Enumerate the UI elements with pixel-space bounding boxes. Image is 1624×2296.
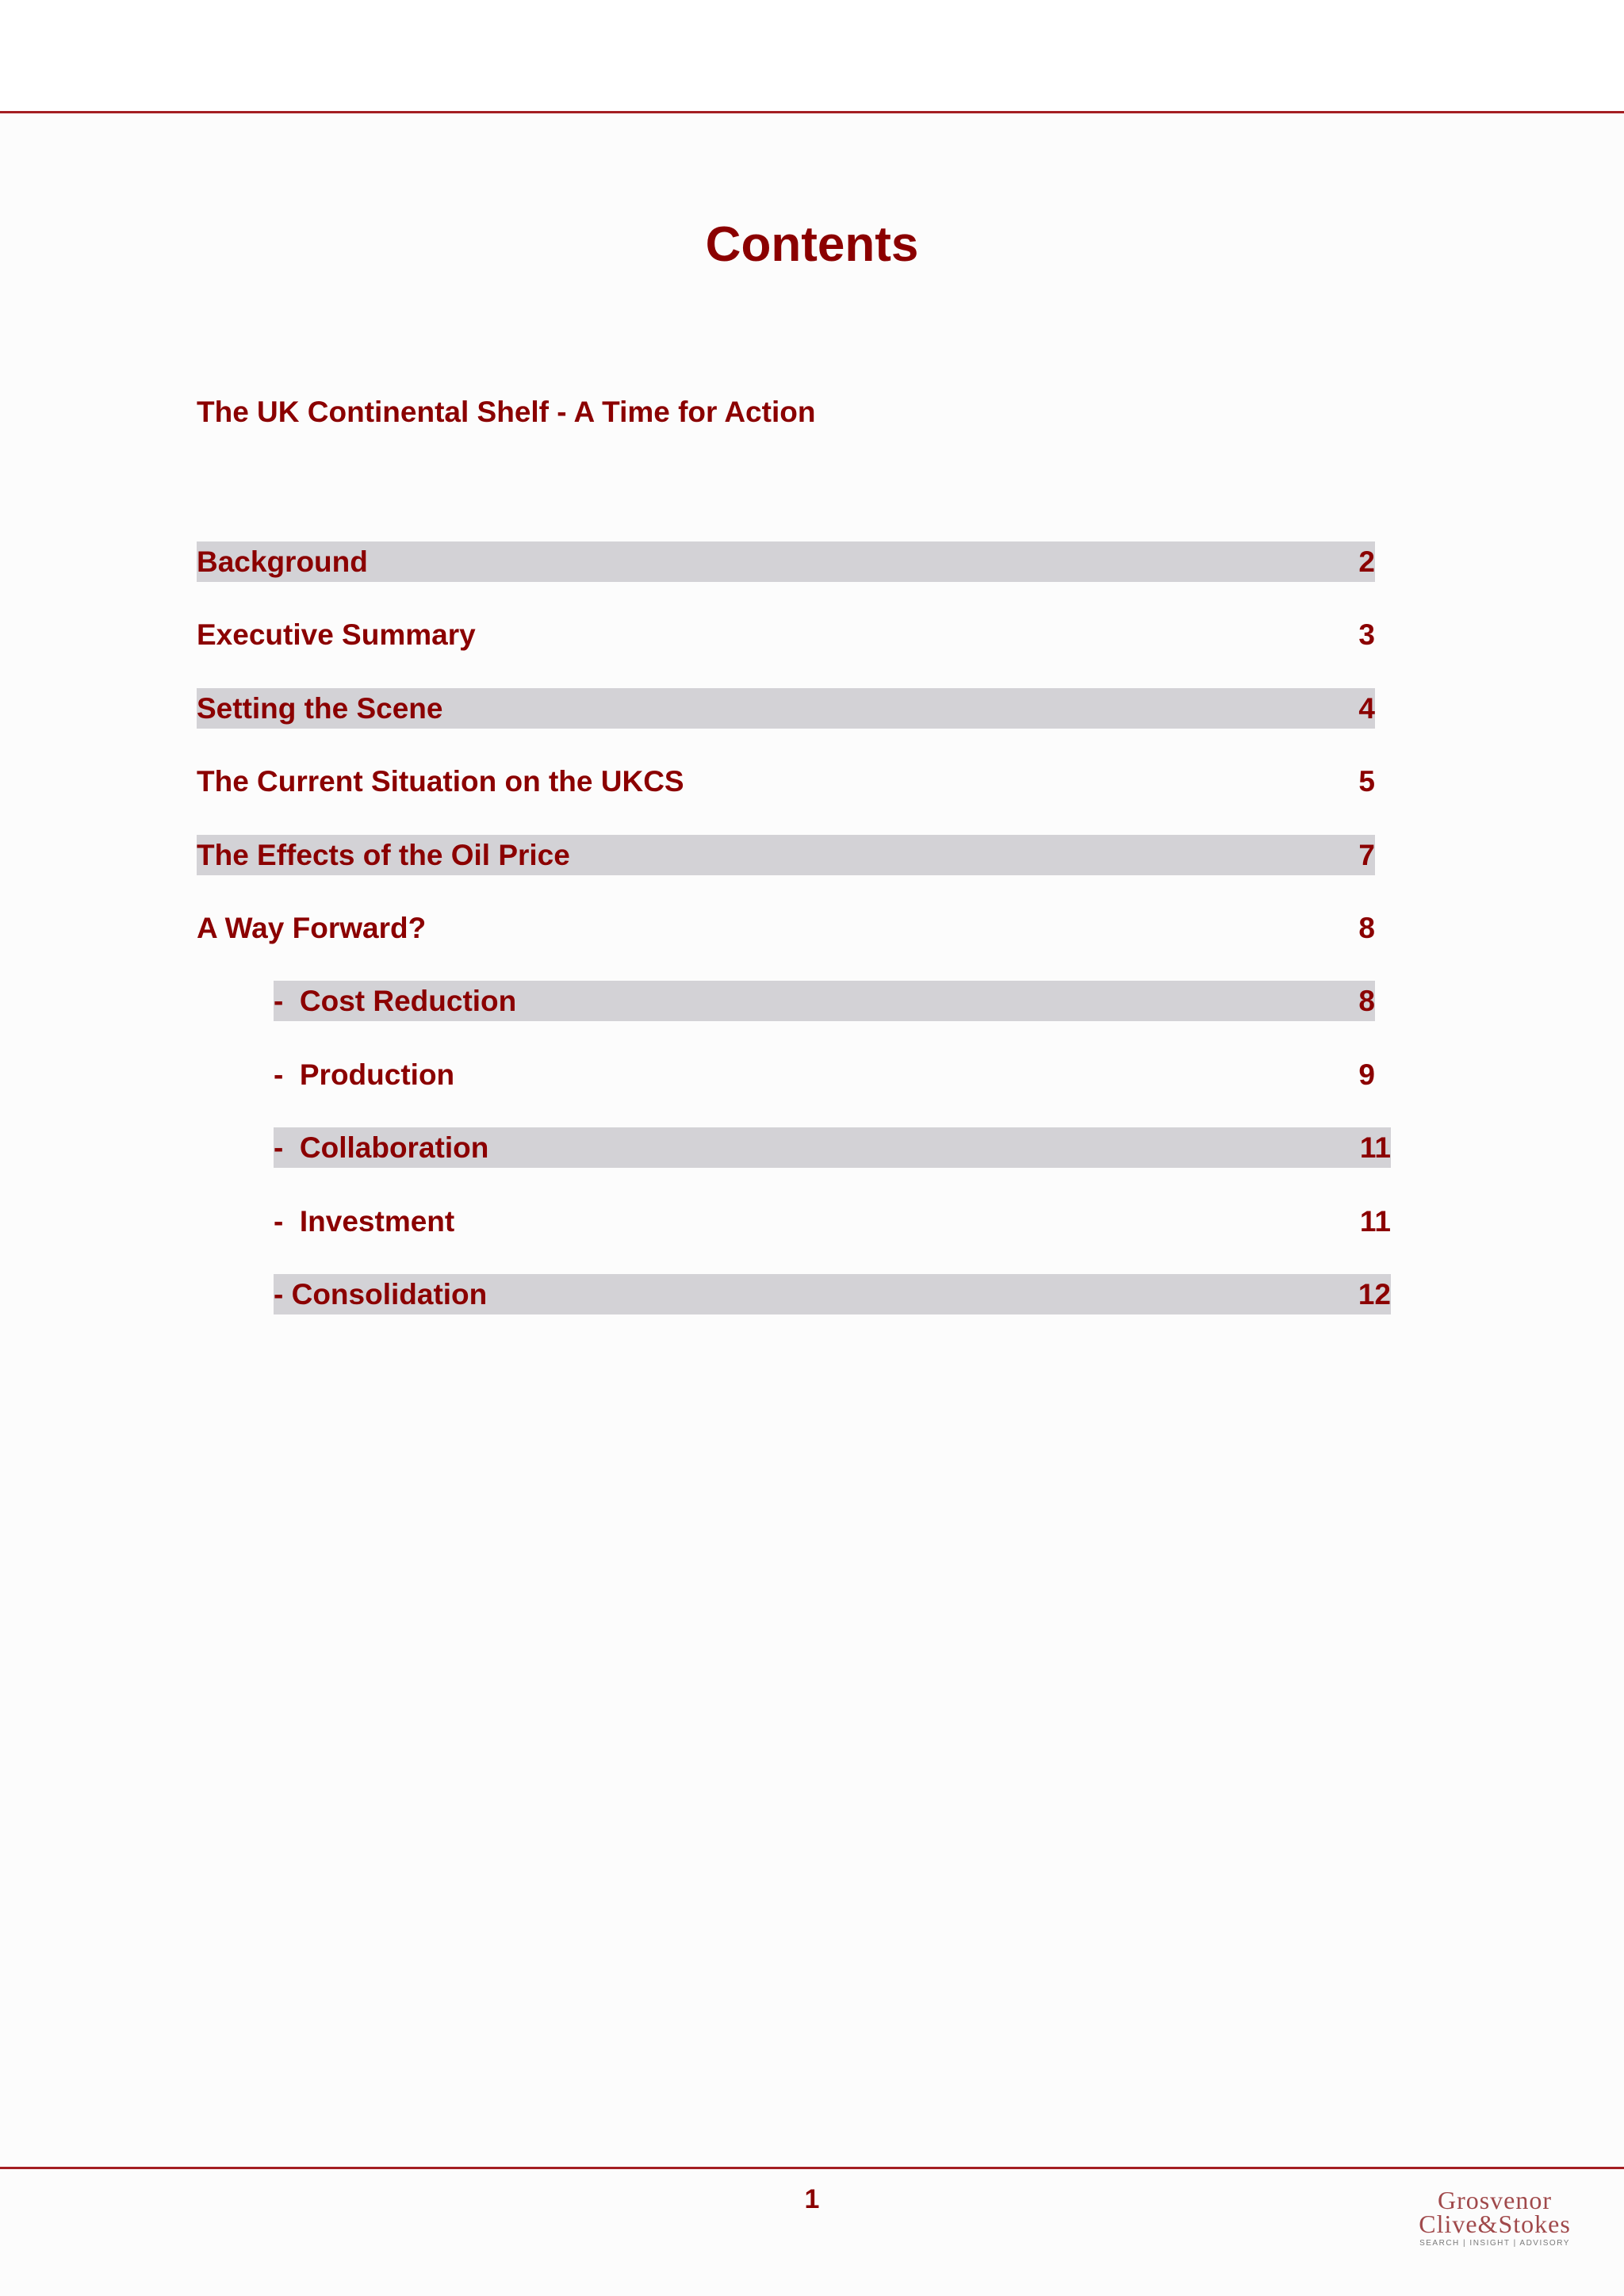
toc-entry-page: 2 bbox=[1358, 545, 1375, 578]
toc-entry-cost-reduction[interactable] bbox=[274, 981, 1375, 1021]
footer-rule bbox=[0, 2167, 1624, 2169]
toc-entry-label: - Collaboration bbox=[274, 1131, 489, 1164]
toc-entry-collaboration[interactable] bbox=[274, 1127, 1391, 1168]
toc-entry-label: - Production bbox=[274, 1058, 455, 1091]
toc-entry-page: 3 bbox=[1358, 618, 1375, 651]
company-logo bbox=[1404, 2188, 1586, 2248]
toc-entry-page: 8 bbox=[1358, 984, 1375, 1017]
toc-entry-setting-the-scene[interactable] bbox=[197, 688, 1375, 729]
toc-entry-label: The Current Situation on the UKCS bbox=[197, 764, 684, 798]
page-header bbox=[0, 0, 1624, 111]
header-rule bbox=[0, 111, 1624, 113]
page-number: 1 bbox=[804, 2184, 820, 2214]
toc-entry-page: 8 bbox=[1358, 911, 1375, 944]
toc-entry-label: Executive Summary bbox=[197, 618, 476, 651]
document-subtitle: The UK Continental Shelf - A Time for Action bbox=[197, 396, 816, 428]
toc-entry-page: 4 bbox=[1358, 691, 1375, 725]
toc-entry-page: 12 bbox=[1358, 1277, 1391, 1311]
toc-entry-a-way-forward[interactable] bbox=[197, 908, 1375, 948]
toc-entry-consolidation[interactable] bbox=[274, 1274, 1391, 1314]
toc-entry-executive-summary[interactable] bbox=[197, 614, 1375, 655]
toc-entry-production[interactable] bbox=[274, 1054, 1375, 1095]
toc-entry-label: A Way Forward? bbox=[197, 911, 427, 944]
toc-entry-page: 11 bbox=[1359, 1204, 1391, 1238]
toc-entry-label: Background bbox=[197, 545, 368, 578]
toc-entry-effects-of-oil-price[interactable] bbox=[197, 835, 1375, 875]
toc-entry-label: The Effects of the Oil Price bbox=[197, 838, 570, 871]
logo-line-grosvenor: Grosvenor bbox=[1437, 2186, 1553, 2214]
toc-entry-label: - Cost Reduction bbox=[274, 984, 517, 1017]
logo-line-clive-stokes: Clive&Stokes bbox=[1419, 2210, 1571, 2238]
toc-entry-background[interactable] bbox=[197, 541, 1375, 582]
toc-entry-page: 11 bbox=[1359, 1131, 1391, 1164]
toc-entry-page: 7 bbox=[1358, 838, 1375, 871]
toc-entry-label: - Investment bbox=[274, 1204, 455, 1238]
page-title: Contents bbox=[705, 217, 919, 272]
toc-entry-page: 5 bbox=[1358, 764, 1375, 798]
toc-entry-current-situation[interactable] bbox=[197, 761, 1375, 802]
toc-entry-label: - Consolidation bbox=[274, 1277, 488, 1311]
toc-entry-investment[interactable] bbox=[274, 1201, 1391, 1242]
logo-tagline: SEARCH | INSIGHT | ADVISORY bbox=[1419, 2239, 1570, 2248]
toc-entry-page: 9 bbox=[1358, 1058, 1375, 1091]
toc-entry-label: Setting the Scene bbox=[197, 691, 443, 725]
